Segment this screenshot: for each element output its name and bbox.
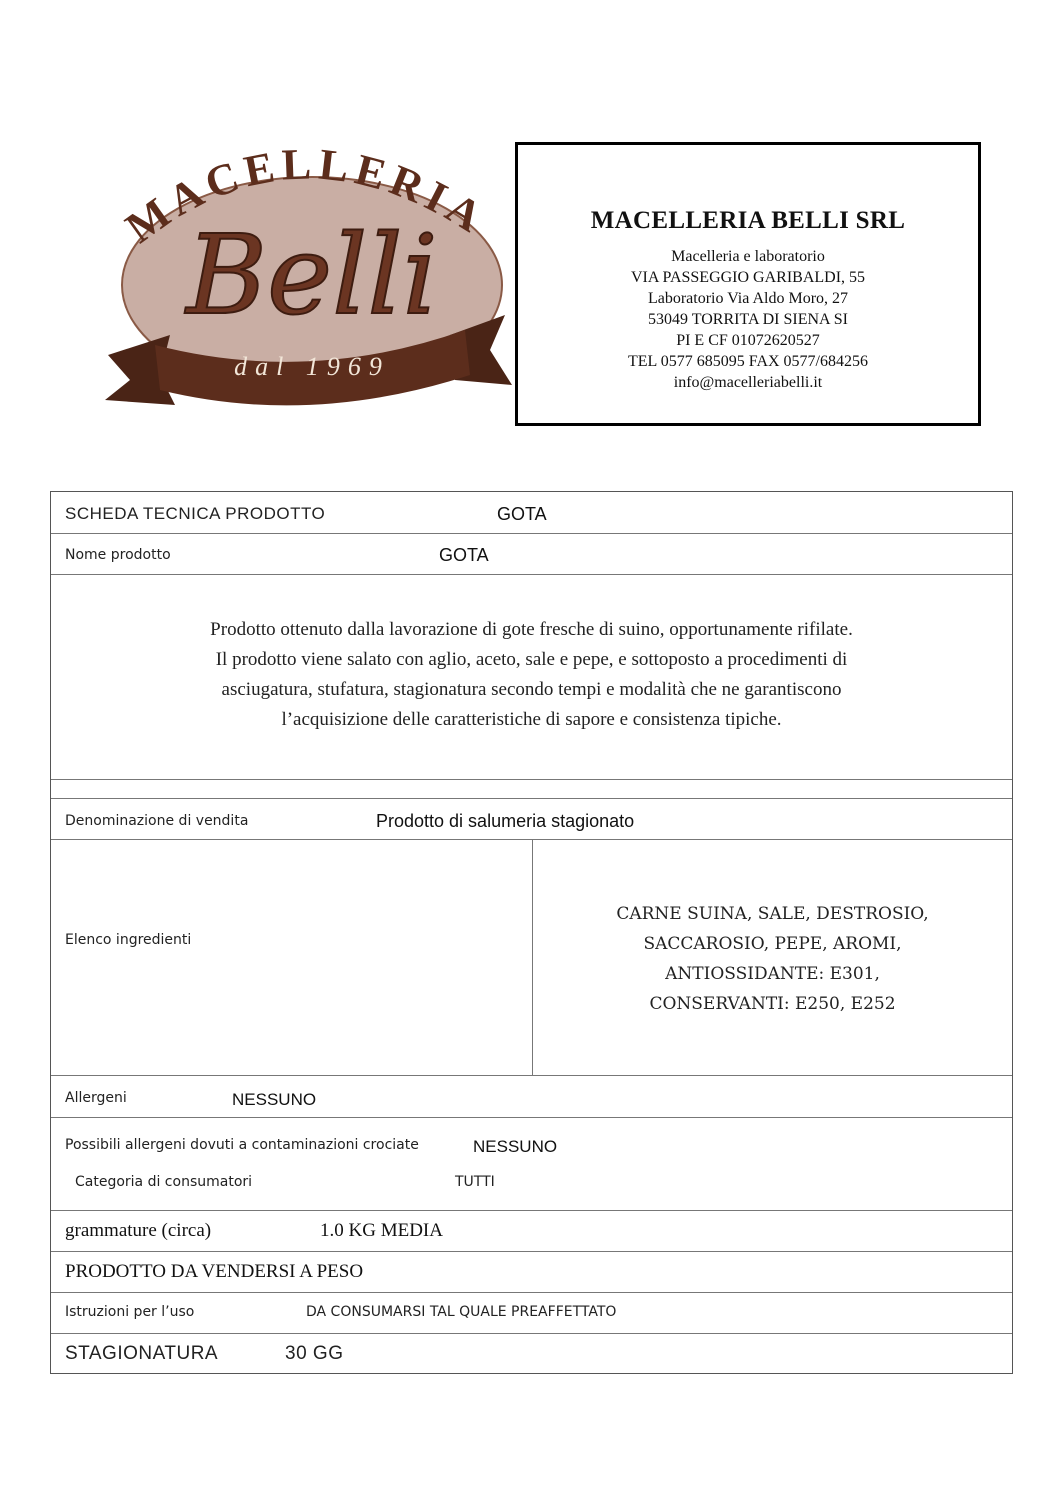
sale-name-label: Denominazione di vendita <box>65 813 249 829</box>
ingredient-line: CONSERVANTI: E250, E252 <box>649 994 896 1014</box>
company-name: MACELLERIA BELLI SRL <box>590 207 906 234</box>
divider <box>51 1251 1012 1252</box>
aging-value: 30 GG <box>285 1343 344 1364</box>
aging-label: STAGIONATURA <box>65 1343 219 1364</box>
ingredient-line: ANTIOSSIDANTE: E301, <box>665 964 880 984</box>
usage-value: DA CONSUMARSI TAL QUALE PREAFFETTATO <box>306 1304 617 1320</box>
product-sheet-table <box>50 491 1013 1374</box>
macelleria-belli-logo <box>100 135 512 425</box>
ingredient-line: SACCAROSIO, PEPE, AROMI, <box>643 934 902 954</box>
consumer-category-value: TUTTI <box>455 1174 495 1190</box>
company-address: VIA PASSEGGIO GARIBALDI, 55 <box>630 269 866 286</box>
company-city: 53049 TORRITA DI SIENA SI <box>648 311 848 328</box>
product-description-line: asciugatura, stufatura, stagionatura secondo tempi e modalità che ne garantiscono <box>221 679 842 700</box>
usage-label: Istruzioni per l’uso <box>65 1304 195 1320</box>
ingredient-line: CARNE SUINA, SALE, DESTROSIO, <box>616 904 929 924</box>
divider <box>51 1333 1012 1334</box>
company-info-box <box>515 142 981 426</box>
lab-address: Laboratorio Via Aldo Moro, 27 <box>647 290 849 307</box>
product-name-label: Nome prodotto <box>65 547 171 563</box>
company-vat: PI E CF 01072620527 <box>676 332 820 349</box>
allergens-value: NESSUNO <box>232 1090 317 1109</box>
divider <box>51 798 1012 799</box>
divider <box>51 533 1012 534</box>
cross-contamination-label: Possibili allergeni dovuti a contaminazioni crociate <box>65 1137 419 1153</box>
company-email[interactable]: info@macelleriabelli.it <box>673 374 823 391</box>
logo-arc-text: MACELLERIA <box>116 139 496 253</box>
logo-ribbon-text: dal 1969 <box>234 352 390 381</box>
sold-by-weight: PRODOTTO DA VENDERSI A PESO <box>65 1261 364 1282</box>
company-phone-fax: TEL 0577 685095 FAX 0577/684256 <box>628 353 868 370</box>
consumer-category-label: Categoria di consumatori <box>75 1174 253 1190</box>
sheet-title-value: GOTA <box>497 504 547 524</box>
weight-label: grammature (circa) <box>65 1220 212 1241</box>
product-description-line: Il prodotto viene salato con aglio, aceto, sale e pepe, e sottoposto a procedimenti di <box>215 649 848 670</box>
weight-value: 1.0 KG MEDIA <box>320 1220 443 1241</box>
product-description-line: l’acquisizione delle caratteristiche di sapore e consistenza tipiche. <box>281 709 782 730</box>
divider <box>51 1210 1012 1211</box>
product-description-line: Prodotto ottenuto dalla lavorazione di gote fresche di suino, opportunamente rifilate. <box>210 619 853 640</box>
logo-script-text: Belli <box>186 211 438 339</box>
divider <box>51 1117 1012 1118</box>
ingredients-label: Elenco ingredienti <box>65 932 192 948</box>
allergens-label: Allergeni <box>65 1090 127 1106</box>
cross-contamination-value: NESSUNO <box>473 1137 558 1156</box>
divider <box>51 1292 1012 1293</box>
divider <box>51 1075 1012 1076</box>
sheet-title-label: SCHEDA TECNICA PRODOTTO <box>65 504 326 523</box>
divider <box>51 574 1012 575</box>
divider <box>51 779 1012 780</box>
product-name-value: GOTA <box>439 545 489 565</box>
sale-name-value: Prodotto di salumeria stagionato <box>376 811 635 831</box>
company-activity: Macelleria e laboratorio <box>671 248 825 265</box>
